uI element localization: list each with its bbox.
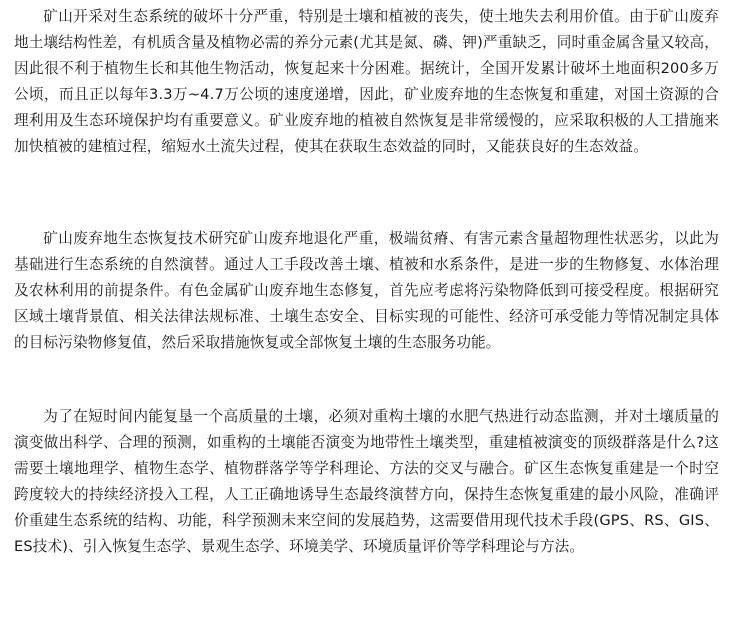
paragraph-soil-monitoring: 为了在短时间内能复垦一个高质量的土壤，必须对重构土壤的水肥气热进行动态监测，并对土壤质量的演变做出科学、合理的预测，如重构的土壤能否演变为地带性土壤类型，重建植被演变的顶级群落是什么?这需要土壤地理学、植物生态学、植物群落学等学科理论、方法的交叉与融合。矿区生态恢复重建是一个时空跨度较大的持续经济投入工程，人工正确地诱导生态最终演替方向，保持生态恢复重建的最小风险，准确评价重建生态系统的结构、功能，科学预测未来空间的发展趋势，这需要借用现代技术手段(GPS、RS、GIS、ES技术)、引入恢复生态学、景观生态学、环境美学、环境质量评价等学科理论与方法。 bbox=[14, 408, 719, 555]
paragraph-mine-damage: 矿山开采对生态系统的破坏十分严重，特别是土壤和植被的丧失，使土地失去利用价值。由于矿山废弃地土壤结构性差，有机质含量及植物必需的养分元素(尤其是氮、磷、钾)严重缺乏，同时重金属含量又较高，因此很不利于植物生长和其他生物活动，恢复起来十分困难。据统计，全国开发累计破坏土地面积200多万公顷，而且正以每年3.3万~4.7万公顷的速度递增，因此，矿业废弃地的生态恢复和重建，对国土资源的合理利用及生态环境保护均有重要意义。矿业废弃地的植被自然恢复是非常缓慢的，应采取积极的人工措施来加快植被的建植过程，缩短水土流失过程，使其在获取生态效益的同时，又能获良好的生态效益。 bbox=[14, 8, 719, 155]
paragraph-restoration-technology: 矿山废弃地生态恢复技术研究矿山废弃地退化严重，极端贫瘠、有害元素含量超物理性状恶劣，以此为基础进行生态系统的自然演替。通过人工手段改善土壤、植被和水系条件，是进一步的生物修复、水体治理及农林利用的前提条件。有色金属矿山废弃地生态修复，首先应考虑将污染物降低到可接受程度。根据研究区域土壤背景值、相关法律法规标准、土壤生态安全、目标实现的可能性、经济可承受能力等情况制定具体的目标污染物修复值，然后采取措施恢复或全部恢复土壤的生态服务功能。 bbox=[14, 230, 719, 351]
